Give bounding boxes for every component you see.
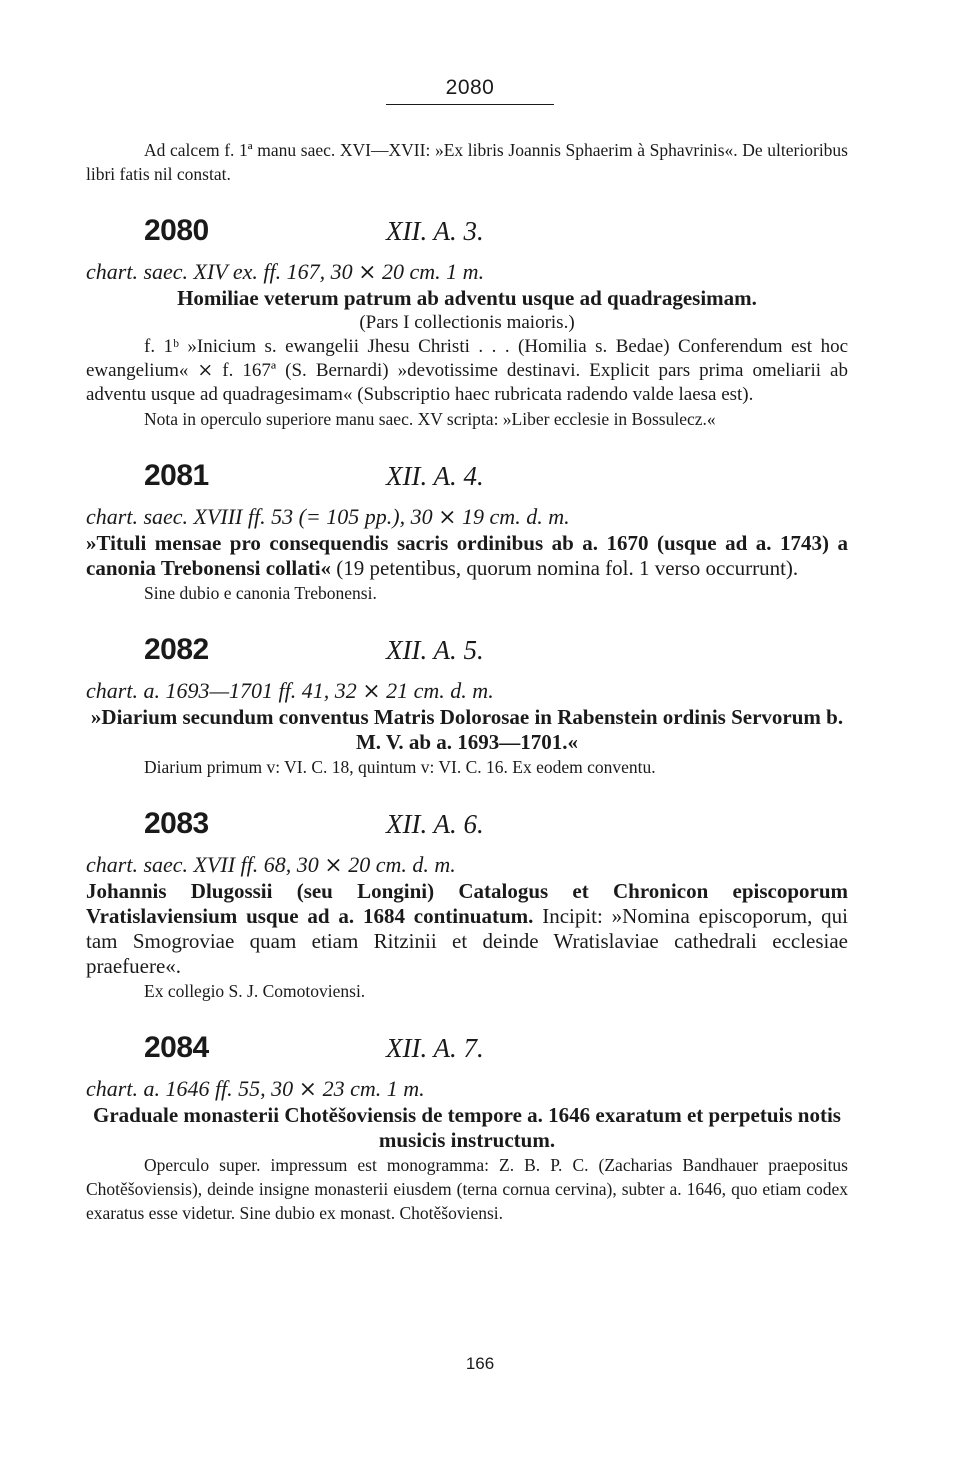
physical-description: chart. saec. XVII ff. 68, 30 ⨯ 20 cm. d. m.: [86, 852, 456, 877]
entry-number: 2083: [144, 807, 209, 840]
entry-title: Graduale monasterii Chotěšoviensis de tempore a. 1646 exaratum et perpetuis notis musicis instructum.: [93, 1103, 841, 1152]
entry-note: Sine dubio e canonia Trebonensi.: [144, 583, 377, 603]
catalog-entry-2083: [86, 807, 848, 1003]
catalog-entry-2084: [86, 1031, 848, 1225]
entry-number: 2084: [144, 1031, 209, 1064]
entry-title: [86, 879, 848, 979]
catalog-entry-2081: [86, 459, 848, 605]
entry-heading: [86, 1031, 848, 1075]
entry-title: [86, 531, 848, 581]
physical-description: chart. a. 1693—1701 ff. 41, 32 ⨯ 21 cm. d. m.: [86, 678, 494, 703]
entry-note: Nota in operculo superiore manu saec. XV scripta: »Liber ecclesie in Bossulecz.«: [144, 409, 716, 429]
physical-description: chart. a. 1646 ff. 55, 30 ⨯ 23 cm. 1 m.: [86, 1076, 425, 1101]
entry-heading: [86, 633, 848, 677]
catalog-entry-2082: [86, 633, 848, 779]
shelf-signature: XII. A. 4.: [386, 461, 484, 491]
entry-note: Operculo super. impressum est monogramma: Z. B. P. C. (Zacharias Bandhauer praepositus Chotěšoviensis), deinde insigne monasterii eiusdem (terna cornua cervina), subter a. 1646, quo etiam codex exaratus esse videtur. Sine dubio ex monast. Chotěšoviensi.: [86, 1155, 848, 1223]
shelf-signature: XII. A. 6.: [386, 809, 484, 839]
shelf-signature: XII. A. 5.: [386, 635, 484, 665]
entry-title-rest: Incipit: »Nomina episcoporum, qui tam Smogroviae quam etiam Ritzinii et deinde Wratislaviae cathedrali ecclesiae praefuere«.: [86, 904, 848, 978]
physical-description: chart. saec. XVIII ff. 53 (= 105 pp.), 30 ⨯ 19 cm. d. m.: [86, 504, 570, 529]
shelf-signature: XII. A. 7.: [386, 1033, 484, 1063]
shelf-signature: XII. A. 3.: [386, 216, 484, 246]
entry-number: 2080: [144, 214, 209, 247]
entry-note: Ex collegio S. J. Comotoviensi.: [144, 981, 366, 1001]
entry-heading: [86, 459, 848, 503]
entry-heading: [86, 807, 848, 851]
entry-number: 2082: [144, 633, 209, 666]
entry-title-bold: Johannis Dlugossii (seu Longini) Catalogus et Chronicon episcoporum Vratislaviensium usque ad a. 1684 continuatum.: [86, 879, 848, 928]
page-header: 2080: [386, 76, 554, 105]
page-number: 166: [465, 1354, 495, 1373]
entry-title-sub: (Pars I collectionis maioris.): [359, 312, 575, 333]
entry-title: »Diarium secundum conventus Matris Dolorosae in Rabenstein ordinis Servorum b. M. V. ab a. 1693—1701.«: [90, 705, 844, 754]
catalog-entry-2080: [86, 214, 848, 431]
physical-description: chart. saec. XIV ex. ff. 167, 30 ⨯ 20 cm. 1 m.: [86, 259, 485, 284]
entry-text: f. 1ᵇ »Inicium s. ewangelii Jhesu Christi . . . (Homilia s. Bedae) Conferendum est hoc ewangelium« ⨯ f. 167ª (S. Bernardi) »devotissime destinavi. Explicit pars prima omeliarii ab adventu usque ad quadragesimam« (Subscriptio haec rubricata radendo valde laesa est).: [86, 336, 848, 405]
entry-title-rest: (19 petentibus, quorum nomina fol. 1 verso occurrunt).: [331, 556, 799, 580]
intro-note: Ad calcem f. 1ª manu saec. XVI—XVII: »Ex libris Joannis Sphaerim à Sphavrinis«. De ulterioribus libri fatis nil constat.: [86, 140, 848, 184]
entry-note: Diarium primum v: VI. C. 18, quintum v: VI. C. 16. Ex eodem conventu.: [144, 757, 656, 777]
entry-number: 2081: [144, 459, 209, 492]
entry-heading: [86, 214, 848, 258]
entry-title: Homiliae veterum patrum ab adventu usque ad quadragesimam.: [177, 286, 757, 310]
entry-title-bold: »Tituli mensae pro consequendis sacris ordinibus ab a. 1670 (usque ad a. 1743) a canonia Trebonensi collati«: [86, 531, 848, 580]
catalog-content: [86, 138, 848, 1225]
